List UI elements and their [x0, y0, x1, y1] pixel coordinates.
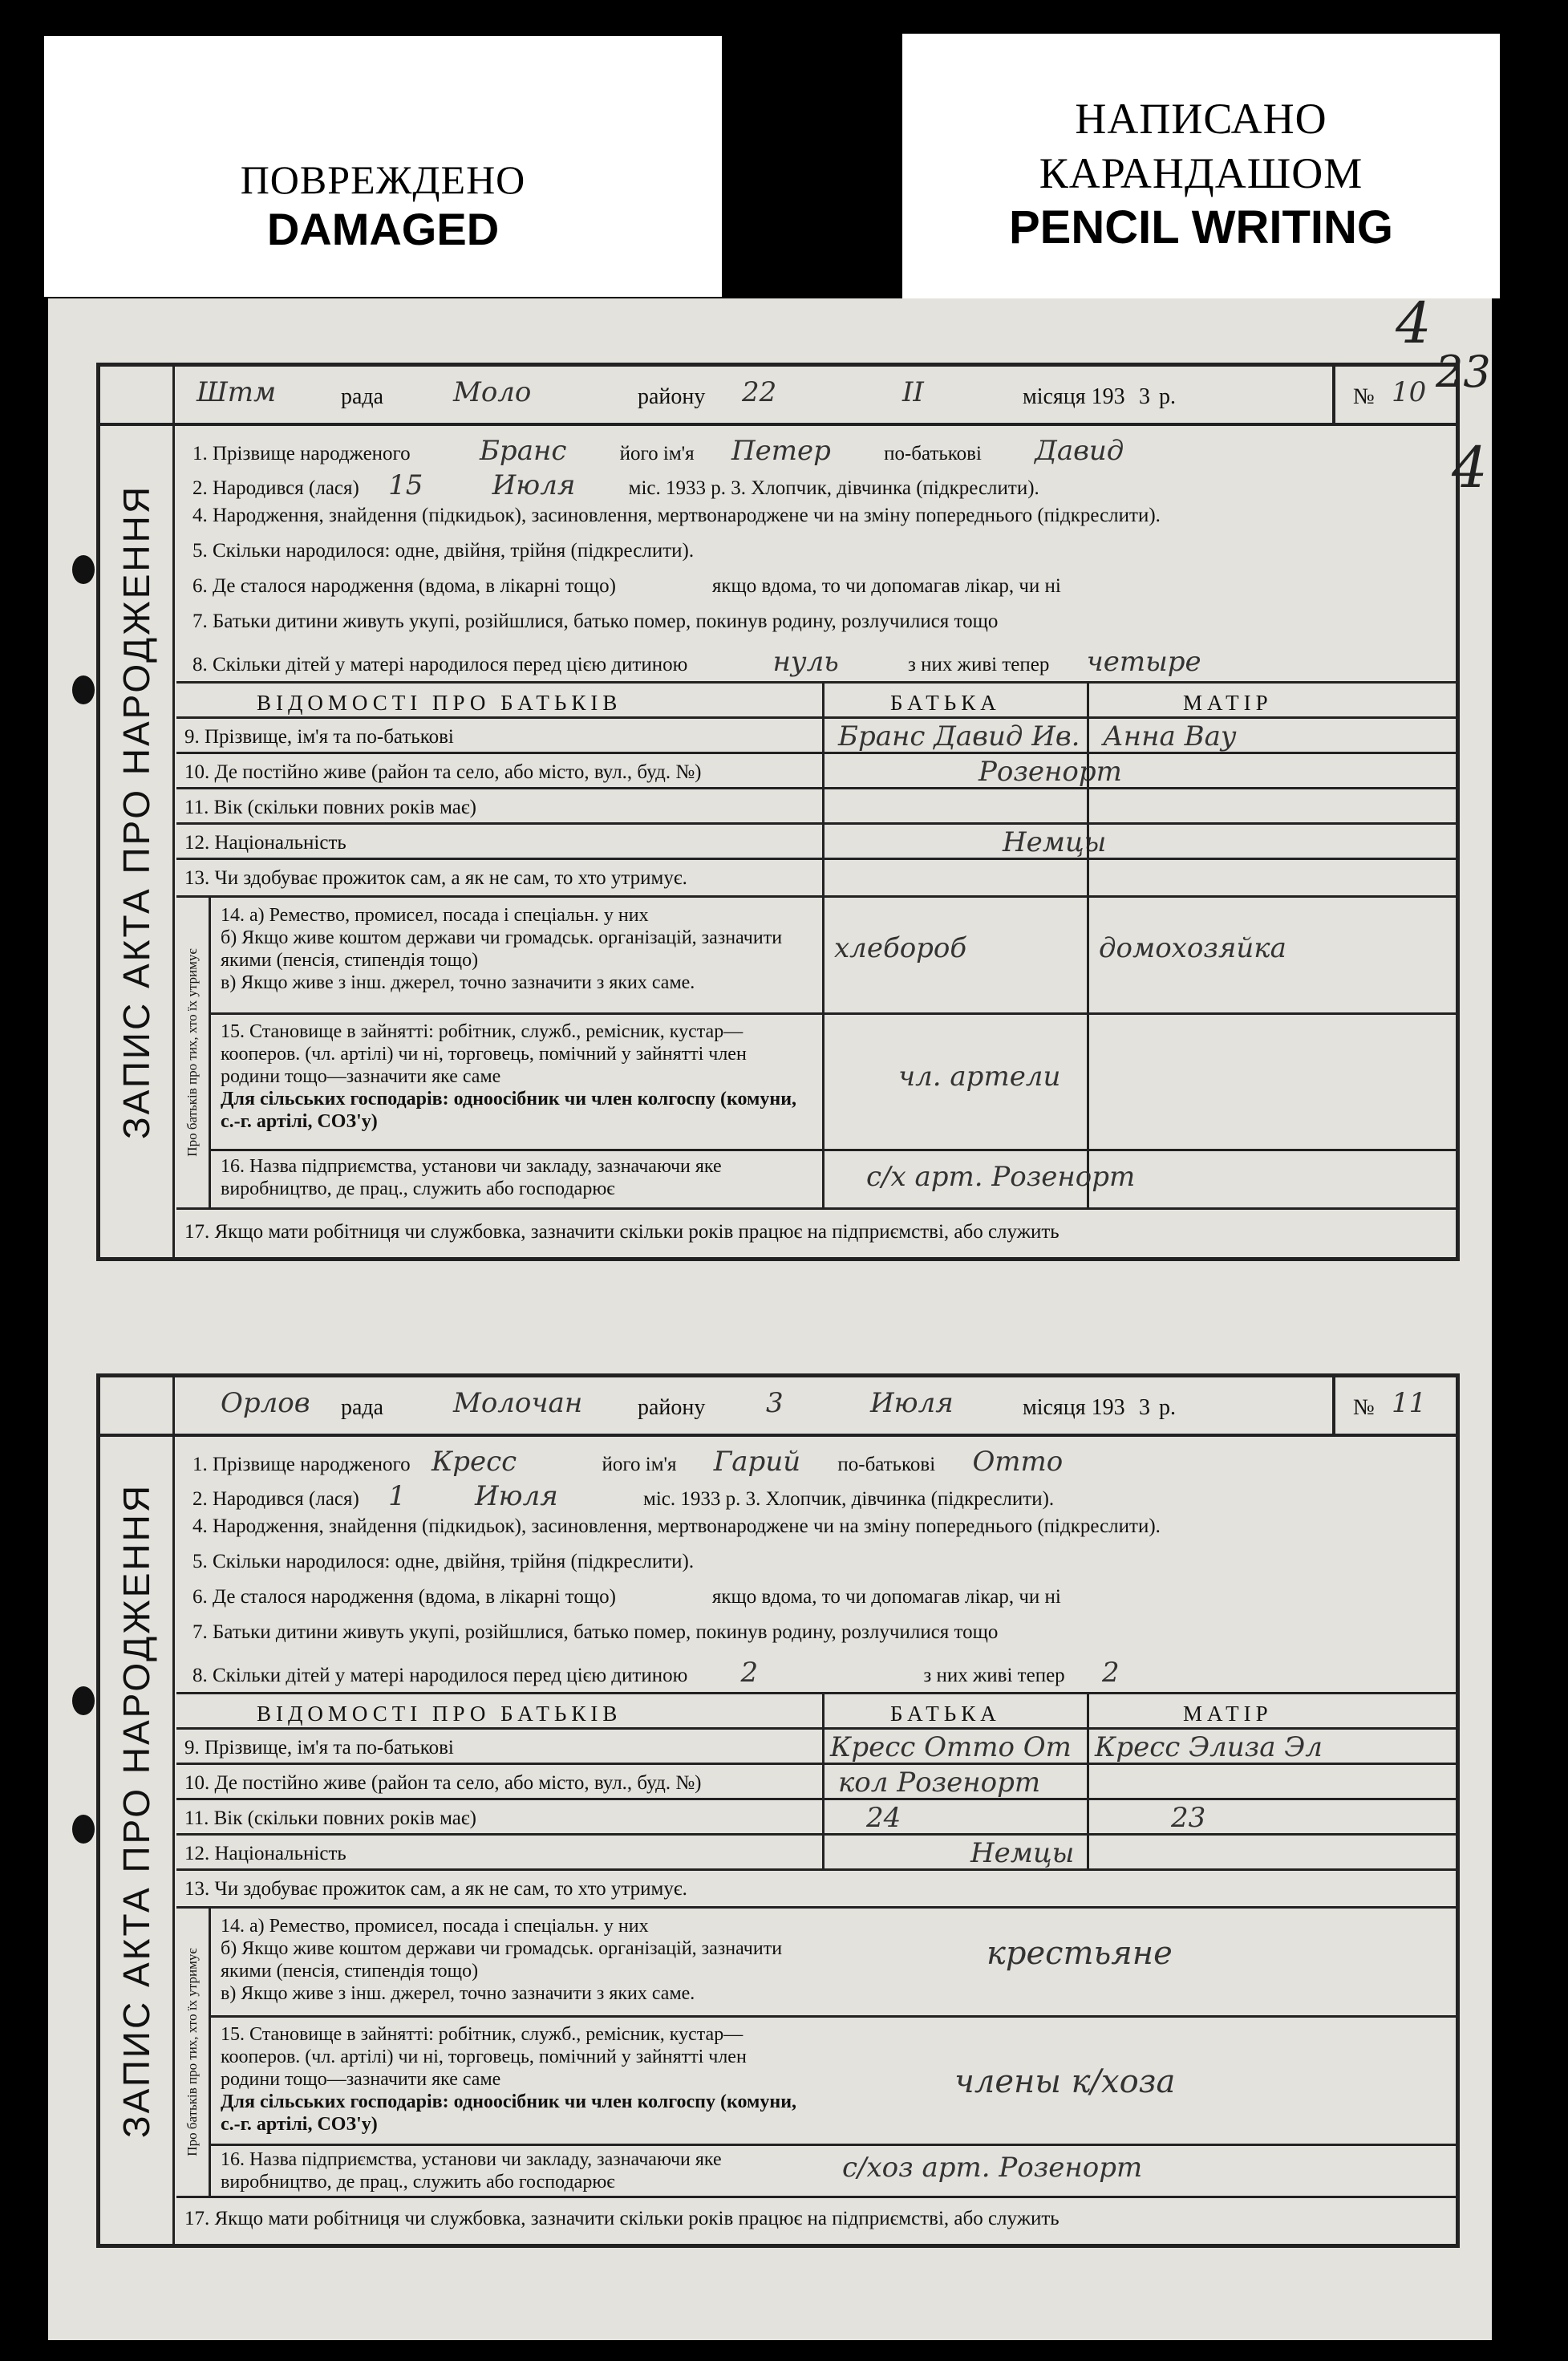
mother-name: Кресс Элиза Эл	[1095, 1731, 1323, 1763]
parents-header-row: ВІДОМОСТІ ПРО БАТЬКІВ БАТЬКА МАТІР	[176, 1692, 1456, 1730]
row-1: 1. Прізвище народженого Бранс його ім'я Петер по-батькові Давид	[192, 435, 1124, 467]
born-day: 1	[388, 1480, 406, 1512]
record-number-box	[1332, 367, 1456, 423]
parent-row-13-16: 13. Чи здобуває прожиток сам, а як не сам, то хто утримує. Про батьків про тих, хто їх утримує 14. а) Ремество, промисел, посада і спеціальн. у них б) Якщо живе коштом держави чи громадськ. організацій, зазначити якими (пенсія, стипендія тощо) в) Якщо живе з інш. джерел, точно зазначити з яких саме. крестьяне 15. Становище в зайнятті: робітник, служб., ремісник, кустар—кооперов. (чл. артілі) чи ні, торговець, помічний у зайнятті член родини тощо—зазначити яке саме Для сільських господарів: одноосібник чи член колгоспу (комуни, с.-г. артілі, СОЗ'у) члены к/хоза 16. Назва підприємства, установи чи закладу, зазначаючи яке виробництво, де прац., служить або господарює с/хоз арт. Розенорт	[176, 1868, 1456, 2198]
born-month: Июля	[475, 1480, 558, 1512]
record-number-box	[1332, 1377, 1456, 1434]
day-value: 3	[766, 1387, 784, 1419]
record-header	[100, 1377, 1456, 1437]
number-label: №	[1353, 384, 1375, 409]
row-7: 7. Батьки дитини живуть укупі, розійшлися, батько помер, покинув родину, розлучилися тощо	[192, 611, 999, 632]
year-r: р.	[1159, 384, 1176, 409]
rada-value: Штм	[197, 376, 277, 408]
side-title-box	[100, 367, 175, 1257]
birth-record-form-2	[96, 1373, 1460, 2248]
month-value: Июля	[870, 1387, 954, 1419]
pencil-writing-label	[902, 34, 1500, 298]
given-name-value: Гарий	[713, 1446, 801, 1478]
corner-mark-2: 23	[1436, 347, 1491, 397]
row-4: 4. Народження, знайдення (підкидьок), засиновлення, мертвонароджене чи на зміну попереднього (підкреслити).	[192, 1515, 1161, 1537]
damage-hole	[72, 1815, 95, 1844]
parent-row-11: 11. Вік (скільки повних років має) 24 23	[176, 1798, 1456, 1836]
year-r: р.	[1159, 1395, 1176, 1420]
enterprise: с/хоз арт. Розенорт	[842, 2152, 1143, 2184]
rayon-value: Молочан	[453, 1387, 583, 1419]
row-6: 6. Де сталося народження (вдома, в лікарні тощо) якщо вдома, то чи допомагав лікар, чи ні	[192, 1586, 1061, 1608]
row-5: 5. Скільки народилося: одне, двійня, трійня (підкреслити).	[192, 1551, 695, 1572]
row-16: 16. Назва підприємства, установи чи закладу, зазначаючи яке виробництво, де прац., служить або господарює	[221, 1156, 722, 1199]
year-value: 3	[1139, 1395, 1150, 1420]
row-7: 7. Батьки дитини живуть укупі, розійшлися, батько помер, покинув родину, розлучилися тощо	[192, 1621, 999, 1643]
corner-mark-1: 4	[1396, 290, 1432, 356]
rada-label: рада	[341, 1395, 384, 1420]
children-before: нуль	[772, 646, 839, 678]
damaged-label	[44, 36, 722, 297]
row-8: 8. Скільки дітей у матері народилося перед цією дитиною 2 з них живі тепер 2	[192, 1657, 1120, 1689]
corner-mark-3: 4	[1452, 435, 1488, 501]
nationality: Немцы	[970, 1837, 1075, 1869]
born-day: 15	[388, 469, 423, 501]
pencil-ru-2: КАРАНДАШОМ	[1039, 149, 1363, 197]
row-17: 17. Якщо мати робітниця чи службовка, зазначити скільки років працює на підприємстві, або служить	[176, 2196, 1456, 2242]
day-value: 22	[742, 376, 777, 408]
rada-value: Орлов	[221, 1387, 310, 1419]
damage-hole	[72, 1686, 95, 1715]
residence: Розенорт	[978, 756, 1122, 788]
parent-row-9: 9. Прізвище, ім'я та по-батькові Бранс Давид Ив. Анна Вау	[176, 716, 1456, 754]
parent-row-9: 9. Прізвище, ім'я та по-батькові Кресс Отто От Кресс Элиза Эл	[176, 1727, 1456, 1765]
month-value: II	[902, 376, 924, 408]
group-label-box: Про батьків про тих, хто їх утримує	[176, 1906, 211, 2198]
group-label-box: Про батьків про тих, хто їх утримує	[176, 895, 211, 1210]
row-17: 17. Якщо мати робітниця чи службовка, зазначити скільки років працює на підприємстві, або служить	[176, 1207, 1456, 1256]
occupation-mother: домохозяйка	[1099, 932, 1286, 964]
month-label: місяця 193	[1023, 384, 1125, 409]
born-year: 3	[695, 477, 706, 499]
parent-row-12: 12. Національність Немцы	[176, 822, 1456, 860]
rayon-value: Моло	[453, 376, 532, 408]
status: чл. артели	[898, 1061, 1061, 1093]
rayon-label: району	[638, 384, 706, 409]
record-header	[100, 367, 1456, 426]
row-16: 16. Назва підприємства, установи чи закладу, зазначаючи яке виробництво, де прац., служить або господарює	[221, 2149, 722, 2193]
damage-hole	[72, 675, 95, 704]
children-alive: четыре	[1086, 646, 1201, 678]
record-number: 11	[1392, 1387, 1427, 1419]
parent-row-10: 10. Де постійно живе (район та село, або місто, вул., буд. №) Розенорт	[176, 752, 1456, 789]
row-1: 1. Прізвище народженого Кресс його ім'я Гарий по-батькові Отто	[192, 1446, 1064, 1478]
number-label: №	[1353, 1395, 1375, 1420]
rayon-label: району	[638, 1395, 706, 1420]
parent-row-11: 11. Вік (скільки повних років має)	[176, 787, 1456, 825]
record-number: 10	[1392, 376, 1427, 408]
row-2: 2. Народився (лася) 15 Июля міс. 1933 р. 3. Хлопчик, дівчинка (підкреслити).	[192, 469, 1039, 501]
pencil-ru-1: НАПИСАНО	[1075, 95, 1327, 143]
side-title: ЗАПИС АКТА ПРО НАРОДЖЕННЯ	[115, 484, 157, 1140]
patronymic-value: Давид	[1035, 435, 1124, 467]
damaged-ru: ПОВРЕЖДЕНО	[240, 157, 526, 202]
residence: кол Розенорт	[838, 1767, 1041, 1799]
age-father: 24	[866, 1802, 901, 1834]
patronymic-value: Отто	[972, 1446, 1064, 1478]
born-month: Июля	[492, 469, 576, 501]
row-4: 4. Народження, знайдення (підкидьок), засиновлення, мертвонароджене чи на зміну попереднього (підкреслити).	[192, 505, 1161, 526]
given-name-value: Петер	[731, 435, 831, 467]
status: члены к/хоза	[954, 2063, 1176, 2100]
father-name: Бранс Давид Ив.	[838, 720, 1080, 753]
parent-row-12: 12. Національність Немцы	[176, 1833, 1456, 1871]
row-2: 2. Народився (лася) 1 Июля міс. 1933 р. 3. Хлопчик, дівчинка (підкреслити).	[192, 1480, 1055, 1512]
month-label: місяця 193	[1023, 1395, 1125, 1420]
birth-record-form-1	[96, 363, 1460, 1261]
row-15: 15. Становище в зайнятті: робітник, служб., ремісник, кустар—кооперов. (чл. артілі) чи ні, торговець, помічний у зайнятті член родини тощо—зазначити яке саме Для сільських господарів: одноосібник чи член колгоспу (комуни, с.-г. артілі, СОЗ'у)	[221, 1021, 797, 1132]
surname-value: Бранс	[479, 435, 567, 467]
row-8: 8. Скільки дітей у матері народилося перед цією дитиною нуль з них живі тепер четыре	[192, 646, 1201, 678]
row-6: 6. Де сталося народження (вдома, в лікарні тощо) якщо вдома, то чи допомагав лікар, чи ні	[192, 575, 1061, 597]
occupation-father: хлебороб	[834, 932, 967, 964]
parent-row-10: 10. Де постійно живе (район та село, або місто, вул., буд. №) кол Розенорт	[176, 1763, 1456, 1800]
row-14: 14. а) Ремество, промисел, посада і спеціальн. у них б) Якщо живе коштом держави чи громадськ. організацій, зазначити якими (пенсія, стипендія тощо) в) Якщо живе з інш. джерел, точно зазначити з яких саме.	[221, 905, 783, 993]
parent-row-13-16: 13. Чи здобуває прожиток сам, а як не сам, то хто утримує. Про батьків про тих, хто їх утримує 14. а) Ремество, промисел, посада і спеціальн. у них б) Якщо живе коштом держави чи громадськ. організацій, зазначити якими (пенсія, стипендія тощо) в) Якщо живе з інш. джерел, точно зазначити з яких саме. хлебороб домохозяйка 15. Становище в зайнятті: робітник, служб., ремісник, кустар—кооперов. (чл. артілі) чи ні, торговець, помічний у зайнятті член родини тощо—зазначити яке саме Для сільських господарів: одноосібник чи член колгоспу (комуни, с.-г. артілі, СОЗ'у) чл. артели 16. Назва підприємства, установи чи закладу, зазначаючи яке виробництво, де прац., служить або господарює с/х арт. Розенорт	[176, 858, 1456, 1210]
damaged-en: DAMAGED	[266, 204, 500, 254]
damage-hole	[72, 555, 95, 584]
enterprise: с/х арт. Розенорт	[866, 1161, 1136, 1193]
surname-value: Кресс	[431, 1446, 517, 1478]
row-15: 15. Становище в зайнятті: робітник, служб., ремісник, кустар—кооперов. (чл. артілі) чи ні, торговець, помічний у зайнятті член родини тощо—зазначити яке саме Для сільських господарів: одноосібник чи член колгоспу (комуни, с.-г. артілі, СОЗ'у)	[221, 2024, 797, 2135]
rada-label: рада	[341, 384, 384, 409]
row-5: 5. Скільки народилося: одне, двійня, трійня (підкреслити).	[192, 540, 695, 562]
parents-header-row: ВІДОМОСТІ ПРО БАТЬКІВ БАТЬКА МАТІР	[176, 681, 1456, 719]
nationality: Немцы	[1003, 826, 1107, 858]
row-14: 14. а) Ремество, промисел, посада і спеціальн. у них б) Якщо живе коштом держави чи громадськ. організацій, зазначити якими (пенсія, стипендія тощо) в) Якщо живе з інш. джерел, точно зазначити з яких саме.	[221, 1916, 783, 2004]
father-name: Кресс Отто От	[830, 1731, 1072, 1763]
born-year: 3	[710, 1488, 721, 1510]
mother-name: Анна Вау	[1103, 720, 1237, 753]
occupation: крестьяне	[987, 1935, 1173, 1972]
side-title: ЗАПИС АКТА ПРО НАРОДЖЕННЯ	[115, 1483, 157, 2139]
document-page	[48, 290, 1492, 2340]
year-value: 3	[1139, 384, 1150, 409]
pencil-en: PENCIL WRITING	[1008, 201, 1394, 254]
age-mother: 23	[1171, 1802, 1206, 1834]
side-title-box	[100, 1377, 175, 2244]
children-alive: 2	[1101, 1657, 1120, 1689]
children-before: 2	[740, 1657, 759, 1689]
